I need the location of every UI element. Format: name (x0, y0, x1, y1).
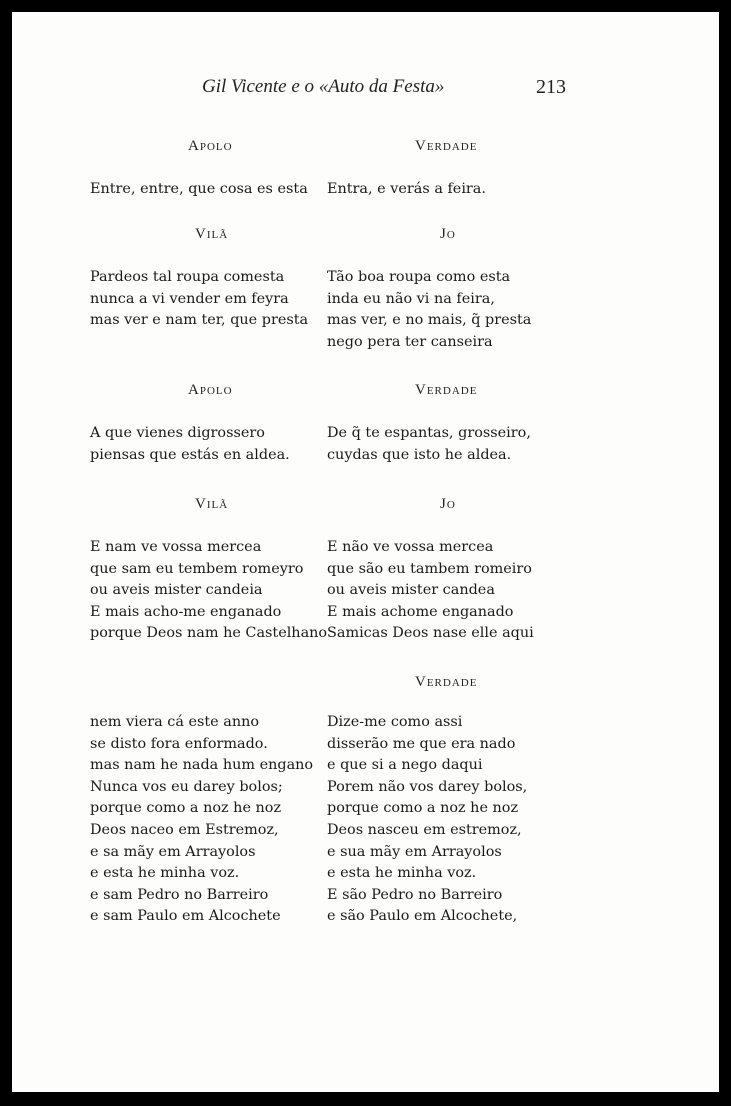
verse-line: nem viera cá este anno (90, 714, 260, 730)
verse-block-left (90, 537, 327, 645)
verse-line: Porem não vos darey bolos, (327, 778, 528, 795)
verse-line: e são Paulo em Alcochete, (327, 908, 518, 925)
verse-line: Deos nasceu em estremoz, (327, 821, 522, 838)
verse-line: e que si a nego daqui (327, 757, 483, 774)
speaker-label-left: Apolo (188, 382, 233, 398)
verse-line: e esta he minha voz. (327, 865, 477, 882)
verse-line: E são Pedro no Barreiro (327, 886, 503, 903)
book-page (12, 12, 719, 1092)
speaker-label-right: Verdade (415, 382, 478, 398)
verse-line: Nunca vos eu darey bolos; (90, 778, 283, 795)
verse-line: A que vienes digrossero (90, 425, 265, 441)
verse-line: disserão me que era nado (327, 735, 516, 752)
verse-line: cuydas que isto he aldea. (327, 446, 512, 463)
verse-line: E não ve vossa mercea (327, 539, 494, 555)
verse-line: e esta he minha voz. (90, 865, 240, 882)
verse-block-left (90, 712, 313, 928)
verse-line: Pardeos tal roupa comesta (90, 269, 285, 285)
speaker-label-left: Vilã (195, 226, 229, 242)
speaker-label-left: Vilã (195, 496, 229, 512)
verse-line: nego pera ter canseira (327, 333, 493, 350)
verse-line: mas nam he nada hum engano (90, 757, 314, 774)
running-title: Gil Vicente e o «Auto da Festa» (202, 76, 445, 97)
verse-line: Dize-me como assi (327, 714, 463, 730)
speaker-label-right: Verdade (415, 138, 478, 154)
page-number: 213 (536, 76, 566, 98)
verse-line: Deos naceo em Estremoz, (90, 821, 279, 838)
verse-line: nunca a vi vender em feyra (90, 290, 289, 307)
verse-line: Entre, entre, que cosa es esta (90, 181, 308, 197)
verse-line: E mais achome enganado (327, 603, 514, 620)
verse-block-right (327, 179, 486, 201)
verse-line: e sa mãy em Arrayolos (90, 843, 256, 860)
verse-line: mas ver e nam ter, que presta (90, 312, 309, 329)
verse-block-right (327, 537, 534, 645)
verse-line: E nam ve vossa mercea (90, 539, 262, 555)
verse-line: se disto fora enformado. (90, 735, 268, 752)
verse-line: e sua mãy em Arrayolos (327, 843, 502, 860)
verse-line: ou aveis mister candeia (90, 582, 263, 599)
verse-block-left (90, 179, 308, 201)
verse-line: E mais acho-me enganado (90, 603, 282, 620)
verse-block-right (327, 712, 527, 928)
verse-line: porque como a noz he noz (90, 800, 282, 817)
verse-line: que sam eu tembem romeyro (90, 560, 304, 577)
verse-block-right (327, 423, 531, 466)
verse-line: ou aveis mister candea (327, 582, 495, 599)
verse-line: Samicas Deos nase elle aqui (327, 625, 534, 642)
verse-line: De q̃ te espantas, grosseiro, (327, 425, 531, 441)
verse-line: piensas que estás en aldea. (90, 446, 290, 463)
verse-line: e sam Pedro no Barreiro (90, 886, 269, 903)
verse-line: porque como a noz he noz (327, 800, 519, 817)
verse-block-right (327, 267, 531, 353)
verse-line: porque Deos nam he Castelhano (90, 625, 328, 642)
speaker-label-right: Jo (440, 496, 456, 512)
verse-line: e sam Paulo em Alcochete (90, 908, 281, 925)
verse-line: que são eu tambem romeiro (327, 560, 532, 577)
speaker-label-right: Jo (440, 226, 456, 242)
speaker-label-left: Apolo (188, 138, 233, 154)
verse-line: Tão boa roupa como esta (327, 269, 511, 285)
speaker-label-right: Verdade (415, 674, 478, 690)
verse-block-left (90, 267, 308, 332)
verse-line: Entra, e verás a feira. (327, 181, 486, 197)
verse-line: inda eu não vi na feira, (327, 290, 495, 307)
verse-line: mas ver, e no mais, q̃ presta (327, 312, 532, 329)
verse-block-left (90, 423, 290, 466)
